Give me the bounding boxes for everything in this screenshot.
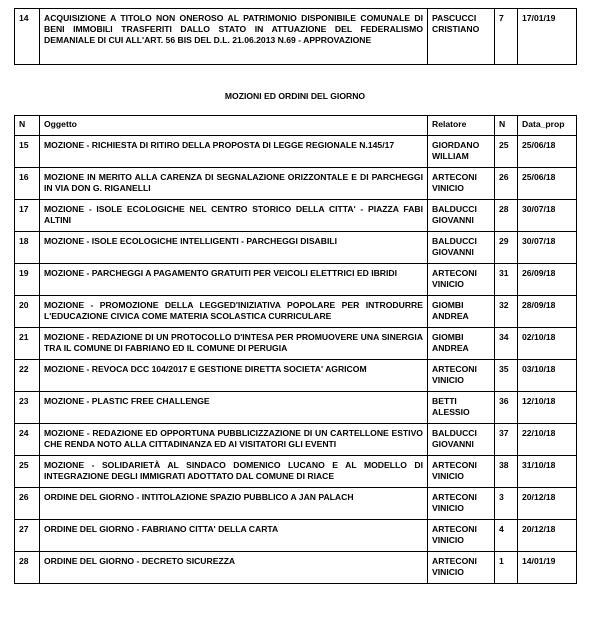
- row-number: 21: [15, 328, 40, 360]
- row-number: 14: [15, 9, 40, 65]
- row-relatore: ARTECONI VINICIO: [428, 488, 495, 520]
- row-subject: MOZIONE - REDAZIONE DI UN PROTOCOLLO D'INTESA PER PROMUOVERE UNA SINERGIA TRA IL COMUNE DI FABRIANO ED IL COMUNE DI PERUGIA: [40, 328, 428, 360]
- row-proposal-number: 34: [495, 328, 518, 360]
- row-proposal-number: 36: [495, 392, 518, 424]
- table-row: [15, 9, 577, 65]
- row-proposal-number: 35: [495, 360, 518, 392]
- row-subject: ORDINE DEL GIORNO - FABRIANO CITTA' DELLA CARTA: [40, 520, 428, 552]
- row-proposal-number: 28: [495, 200, 518, 232]
- row-number: 15: [15, 136, 40, 168]
- row-date: 12/10/18: [518, 392, 577, 424]
- row-date: 20/12/18: [518, 488, 577, 520]
- table-row: [15, 424, 577, 456]
- table-row: [15, 296, 577, 328]
- row-relatore: BETTI ALESSIO: [428, 392, 495, 424]
- row-proposal-number: 4: [495, 520, 518, 552]
- row-number: 20: [15, 296, 40, 328]
- table-row: [15, 168, 577, 200]
- row-relatore: ARTECONI VINICIO: [428, 520, 495, 552]
- row-proposal-number: 31: [495, 264, 518, 296]
- row-date: 25/06/18: [518, 168, 577, 200]
- table-row: [15, 232, 577, 264]
- row-relatore: ARTECONI VINICIO: [428, 456, 495, 488]
- row-relatore: GIOMBI ANDREA: [428, 296, 495, 328]
- table-row: [15, 392, 577, 424]
- row-date: 17/01/19: [518, 9, 577, 65]
- top-table: [14, 8, 577, 65]
- row-proposal-number: 26: [495, 168, 518, 200]
- row-subject: MOZIONE IN MERITO ALLA CARENZA DI SEGNALAZIONE ORIZZONTALE E DI PARCHEGGI IN VIA DON G. RIGANELLI: [40, 168, 428, 200]
- row-relatore: ARTECONI VINICIO: [428, 264, 495, 296]
- table-row: [15, 136, 577, 168]
- header-relatore: Relatore: [428, 116, 495, 136]
- row-date: 03/10/18: [518, 360, 577, 392]
- row-proposal-number: 38: [495, 456, 518, 488]
- table-body: [15, 136, 577, 584]
- row-proposal-number: 3: [495, 488, 518, 520]
- row-date: 25/06/18: [518, 136, 577, 168]
- row-relatore: GIOMBI ANDREA: [428, 328, 495, 360]
- row-subject: MOZIONE - ISOLE ECOLOGICHE NEL CENTRO STORICO DELLA CITTA' - PIAZZA FABI ALTINI: [40, 200, 428, 232]
- table-row: [15, 456, 577, 488]
- row-date: 20/12/18: [518, 520, 577, 552]
- row-subject: MOZIONE - PROMOZIONE DELLA LEGGED'INIZIATIVA POPOLARE PER INTRODURRE L'EDUCAZIONE CIVICA COME MATERIA SCOLASTICA CURRICULARE: [40, 296, 428, 328]
- row-proposal-number: 29: [495, 232, 518, 264]
- row-proposal-number: 37: [495, 424, 518, 456]
- header-n: N: [15, 116, 40, 136]
- row-number: 16: [15, 168, 40, 200]
- section-title: MOZIONI ED ORDINI DEL GIORNO: [224, 91, 366, 101]
- table-row: [15, 520, 577, 552]
- row-relatore: BALDUCCI GIOVANNI: [428, 200, 495, 232]
- row-number: 22: [15, 360, 40, 392]
- row-proposal-number: 32: [495, 296, 518, 328]
- row-date: 30/07/18: [518, 200, 577, 232]
- row-relatore: BALDUCCI GIOVANNI: [428, 424, 495, 456]
- row-subject: MOZIONE - PARCHEGGI A PAGAMENTO GRATUITI PER VEICOLI ELETTRICI ED IBRIDI: [40, 264, 428, 296]
- table-row: [15, 264, 577, 296]
- header-oggetto: Oggetto: [40, 116, 428, 136]
- row-date: 31/10/18: [518, 456, 577, 488]
- row-subject: ACQUISIZIONE A TITOLO NON ONEROSO AL PATRIMONIO DISPONIBILE COMUNALE DI BENI IMMOBILI TRASFERITI DALLO STATO IN ATTUAZIONE DEL FEDERALISMO DEMANIALE DI CUI ALL'ART. 56 BIS DEL D.L. 21.06.2013 N.69 - APPROVAZIONE: [40, 9, 428, 65]
- row-subject: MOZIONE - REDAZIONE ED OPPORTUNA PUBBLICIZZAZIONE DI UN CARTELLONE ESTIVO CHE RENDA NOTO ALLA CITTADINANZA ED AI VISITATORI GLI EVENTI: [40, 424, 428, 456]
- row-number: 19: [15, 264, 40, 296]
- row-relatore: ARTECONI VINICIO: [428, 552, 495, 584]
- row-number: 17: [15, 200, 40, 232]
- row-subject: MOZIONE - ISOLE ECOLOGICHE INTELLIGENTI - PARCHEGGI DISABILI: [40, 232, 428, 264]
- row-number: 25: [15, 456, 40, 488]
- header-row: [15, 116, 577, 136]
- header-num: N: [495, 116, 518, 136]
- row-date: 28/09/18: [518, 296, 577, 328]
- table-row: [15, 200, 577, 232]
- row-relatore: PASCUCCI CRISTIANO: [428, 9, 495, 65]
- row-subject: MOZIONE - RICHIESTA DI RITIRO DELLA PROPOSTA DI LEGGE REGIONALE N.145/17: [40, 136, 428, 168]
- row-subject: MOZIONE - SOLIDARIETÀ AL SINDACO DOMENICO LUCANO E AL MODELLO DI INTEGRAZIONE DEGLI IMMIGRATI ADOTTATO DAL COMUNE DI RIACE: [40, 456, 428, 488]
- row-subject: ORDINE DEL GIORNO - INTITOLAZIONE SPAZIO PUBBLICO A JAN PALACH: [40, 488, 428, 520]
- row-date: 26/09/18: [518, 264, 577, 296]
- row-number: 27: [15, 520, 40, 552]
- table-row: [15, 360, 577, 392]
- row-relatore: ARTECONI VINICIO: [428, 360, 495, 392]
- row-relatore: GIORDANO WILLIAM: [428, 136, 495, 168]
- row-proposal-number: 7: [495, 9, 518, 65]
- row-number: 26: [15, 488, 40, 520]
- table-row: [15, 552, 577, 584]
- row-number: 23: [15, 392, 40, 424]
- table-row: [15, 328, 577, 360]
- row-date: 14/01/19: [518, 552, 577, 584]
- table-row: [15, 488, 577, 520]
- row-subject: MOZIONE - REVOCA DCC 104/2017 E GESTIONE DIRETTA SOCIETA' AGRICOM: [40, 360, 428, 392]
- row-number: 28: [15, 552, 40, 584]
- row-proposal-number: 1: [495, 552, 518, 584]
- row-proposal-number: 25: [495, 136, 518, 168]
- row-date: 02/10/18: [518, 328, 577, 360]
- row-subject: ORDINE DEL GIORNO - DECRETO SICUREZZA: [40, 552, 428, 584]
- header-data: Data_prop: [518, 116, 577, 136]
- row-relatore: BALDUCCI GIOVANNI: [428, 232, 495, 264]
- row-date: 22/10/18: [518, 424, 577, 456]
- motions-table: [14, 115, 577, 584]
- row-subject: MOZIONE - PLASTIC FREE CHALLENGE: [40, 392, 428, 424]
- row-number: 24: [15, 424, 40, 456]
- row-number: 18: [15, 232, 40, 264]
- row-date: 30/07/18: [518, 232, 577, 264]
- row-relatore: ARTECONI VINICIO: [428, 168, 495, 200]
